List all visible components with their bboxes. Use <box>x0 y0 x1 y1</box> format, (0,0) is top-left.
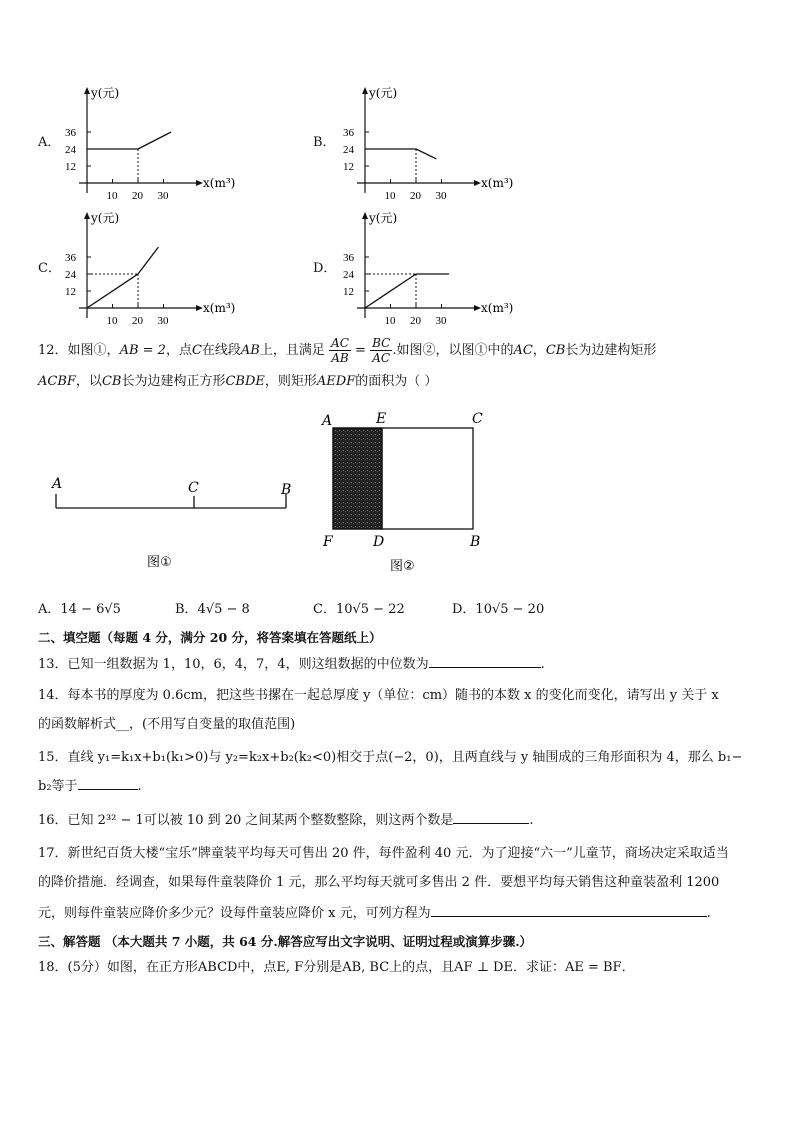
text: .如图②，以图①中的 <box>392 343 514 358</box>
x-axis-arrow <box>196 305 203 311</box>
text: . <box>540 657 545 672</box>
math: CB <box>101 374 122 389</box>
x-axis-label: x(m³) <box>481 301 514 315</box>
text: 上，且满足 <box>259 343 325 358</box>
text: 长为边建构正方形 <box>121 374 226 389</box>
math: CB <box>545 343 566 358</box>
x-tick-label: 10 <box>384 315 396 327</box>
question-17-line2: 的降价措施．经调查，如果每件童装降价 1 元，那么平均每天就可多售出 2 件．要想平均每天销售这种童装盈利 1200 <box>38 875 720 890</box>
q-number: 12． <box>38 343 68 358</box>
text: ，点 <box>165 343 192 358</box>
math: C <box>191 343 202 358</box>
y-axis-arrow <box>84 212 90 219</box>
question-15-line1: 15．直线 y₁=k₁x+b₁(k₁>0)与 y₂=k₂x+b₂(k₂<0)相交于点(−2，0)，且两直线与 y 轴围成的三角形面积为 4，那么 b₁− <box>38 750 743 765</box>
point-c-label: C <box>472 411 483 427</box>
text: 13．已知一组数据为 1，10，6，4，7，4，则这组数据的中位数为 <box>38 657 429 672</box>
choice-a: A．14 − 6√5 <box>38 602 121 617</box>
x-tick-label: 10 <box>106 190 118 202</box>
x-axis-label: x(m³) <box>203 176 236 190</box>
y-tick-label: 24 <box>343 144 354 156</box>
text: ，则矩形 <box>264 374 317 389</box>
fraction-ac-ab <box>329 336 351 365</box>
math: AEDF <box>316 374 356 389</box>
question-14-line1: 14．每本书的厚度为 0.6cm，把这些书摞在一起总厚度 y（单位：cm）随书的本数 x 的变化而变化，请写出 y 关于 x <box>38 688 719 703</box>
y-tick-label: 36 <box>343 252 354 264</box>
x-tick-label: 30 <box>435 315 447 327</box>
text: . <box>529 813 534 828</box>
text: 16．已知 2³² − 1可以被 10 到 20 之间某两个整数整除，则这两个数是 <box>38 813 454 828</box>
y-tick-label: 12 <box>343 161 354 173</box>
y-axis-label: y(元) <box>91 211 120 225</box>
point-f-label: F <box>323 534 333 550</box>
text: 长为边建构矩形 <box>565 343 657 358</box>
point-d-label: D <box>373 534 385 550</box>
numerator: BC <box>372 336 391 350</box>
graph-d <box>333 205 533 327</box>
point-e-label: E <box>376 411 387 427</box>
numerator: AC <box>331 336 349 350</box>
math: CBDE <box>225 374 265 389</box>
question-13 <box>38 654 545 675</box>
question-16 <box>38 810 534 831</box>
x-axis-label: x(m³) <box>203 301 236 315</box>
figure-1 <box>40 470 310 580</box>
y-tick-label: 24 <box>343 269 354 281</box>
answer-blank <box>78 776 138 790</box>
y-axis-label: y(元) <box>369 86 398 100</box>
section-3-heading: 三、解答题 （本大题共 7 小题，共 64 分.解答应写出文字说明、证明过程或演算步骤.） <box>38 934 533 949</box>
math: ACBF <box>38 374 76 389</box>
point-b-label: B <box>281 482 292 498</box>
x-tick-label: 30 <box>157 190 169 202</box>
y-tick-label: 24 <box>65 144 76 156</box>
question-15-line2 <box>38 776 142 797</box>
question-17-line3 <box>38 903 711 924</box>
denominator: AB <box>331 351 349 365</box>
graph-a <box>55 80 255 202</box>
x-axis-arrow <box>474 180 481 186</box>
option-label: C． <box>38 261 61 276</box>
graph-c <box>55 205 255 327</box>
y-axis-label: y(元) <box>91 86 120 100</box>
x-tick-label: 20 <box>410 190 421 202</box>
text: ，以 <box>75 374 102 389</box>
equals: = <box>355 343 366 358</box>
y-tick-label: 12 <box>65 286 76 298</box>
y-tick-label: 24 <box>65 269 76 281</box>
math: AB = 2 <box>119 343 166 358</box>
question-18: 18．(5分）如图，在正方形ABCD中，点E, F分别是AB, BC上的点，且AF ⊥ DE．求证：AE = BF． <box>38 960 635 975</box>
y-axis-label: y(元) <box>369 211 398 225</box>
option-label: D． <box>313 261 337 276</box>
question-17-line1: 17．新世纪百货大楼“宝乐”牌童装平均每天可售出 20 件，每件盈利 40 元．为了迎接“六一”儿童节，商场决定采取适当 <box>38 846 729 861</box>
denominator: AC <box>372 351 391 365</box>
choice-d: D．10√5 − 20 <box>452 602 545 617</box>
question-12-line2 <box>38 372 437 392</box>
x-tick-label: 10 <box>106 315 118 327</box>
fraction-bc-ac <box>370 336 392 365</box>
point-a-label: A <box>322 413 333 429</box>
text: 的面积为（ ） <box>355 374 438 389</box>
y-tick-label: 12 <box>343 286 354 298</box>
function-segment <box>416 149 436 159</box>
text: 如图①， <box>67 343 120 358</box>
x-tick-label: 20 <box>410 315 421 327</box>
question-14-line2: 的函数解析式__，(不用写自变量的取值范围) <box>38 717 296 732</box>
x-axis-arrow <box>196 180 203 186</box>
graph-b <box>333 80 533 202</box>
point-a-label: A <box>52 476 63 492</box>
x-tick-label: 30 <box>435 190 447 202</box>
point-c-label: C <box>188 480 199 496</box>
x-tick-label: 30 <box>157 315 169 327</box>
y-tick-label: 36 <box>65 127 76 139</box>
choice-b: B．4√5 − 8 <box>175 602 250 617</box>
function-segment <box>138 247 158 274</box>
function-segment <box>87 274 138 308</box>
figure-1-caption: 图① <box>147 555 172 570</box>
figure-2 <box>318 405 498 580</box>
point-b-label: B <box>470 534 481 550</box>
text: b₂等于 <box>38 779 78 794</box>
figure-2-caption: 图② <box>390 559 415 574</box>
text: ， <box>532 343 546 358</box>
math: AB <box>240 343 260 358</box>
section-2-heading: 二、填空题（每题 4 分，满分 20 分，将答案填在答题纸上） <box>38 630 382 645</box>
y-axis-arrow <box>362 87 368 94</box>
y-tick-label: 36 <box>65 252 76 264</box>
function-segment <box>365 274 416 308</box>
y-tick-label: 36 <box>343 127 354 139</box>
choice-c: C．10√5 − 22 <box>313 602 405 617</box>
text: 在线段 <box>201 343 241 358</box>
option-label: A． <box>38 135 61 150</box>
answer-blank <box>429 654 541 668</box>
x-tick-label: 20 <box>132 190 143 202</box>
x-tick-label: 10 <box>384 190 396 202</box>
text: 元，则每件童装应降价多少元？设每件童装应降价 x 元，可列方程为 <box>38 906 431 921</box>
answer-blank <box>431 903 707 917</box>
x-tick-label: 20 <box>132 315 143 327</box>
function-segment <box>138 132 171 149</box>
y-tick-label: 12 <box>65 161 76 173</box>
question-12-line1 <box>38 336 656 365</box>
text: . <box>706 906 711 921</box>
y-axis-arrow <box>84 87 90 94</box>
math: AC <box>513 343 533 358</box>
option-label: B． <box>313 135 336 150</box>
shaded-rectangle-aedf <box>333 428 382 529</box>
y-axis-arrow <box>362 212 368 219</box>
x-axis-arrow <box>474 305 481 311</box>
x-axis-label: x(m³) <box>481 176 514 190</box>
answer-blank <box>453 810 529 824</box>
text: . <box>137 779 142 794</box>
